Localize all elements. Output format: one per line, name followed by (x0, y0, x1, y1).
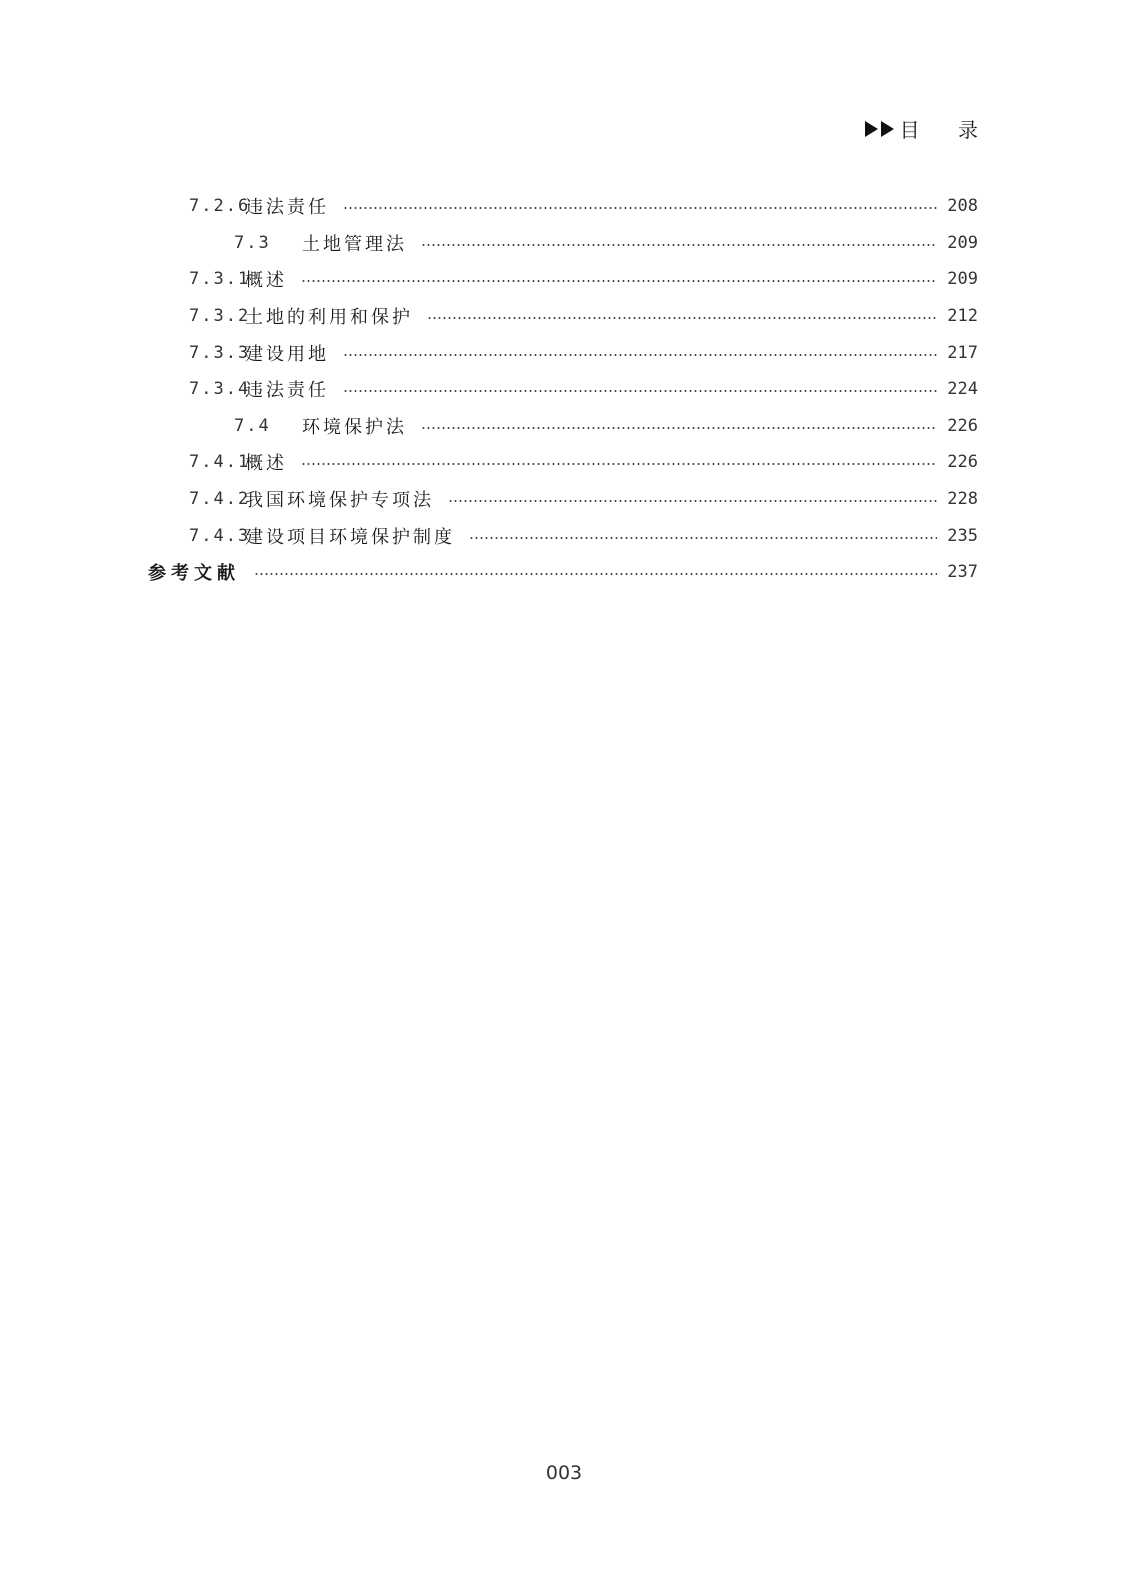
toc-entry-title: 参考文献 (148, 563, 240, 585)
toc-entry[interactable] (148, 444, 978, 481)
toc-entry-title: 概述 (245, 270, 287, 292)
toc-entry-page: 217 (947, 342, 978, 363)
toc-entry-title: 土地管理法 (302, 233, 407, 255)
toc-entry-title: 建设用地 (245, 343, 329, 365)
toc-entry[interactable] (148, 408, 978, 445)
page-number: 003 (545, 1462, 583, 1484)
toc-entry-title: 违法责任 (245, 380, 329, 402)
toc-leader-dots (301, 280, 937, 282)
toc-entry-number: 7.3.3 (189, 342, 251, 363)
toc-entry-references[interactable] (148, 554, 978, 591)
toc-leader-dots (254, 573, 937, 575)
toc-entry-title: 概述 (245, 453, 287, 475)
toc-leader-dots (343, 354, 937, 356)
toc-entry-page: 226 (947, 452, 978, 473)
running-header (865, 114, 994, 143)
toc-entry-number: 7.3 (234, 232, 271, 253)
toc-leader-dots (421, 244, 937, 246)
toc-entry-number: 7.3.4 (189, 379, 251, 400)
toc-leader-dots (469, 537, 937, 539)
toc-entry-page: 228 (947, 489, 978, 510)
toc-entry-page: 212 (947, 306, 978, 327)
toc-entry-number: 7.2.6 (189, 196, 251, 217)
toc-entry-number: 7.4 (234, 415, 271, 436)
toc-leader-dots (343, 207, 937, 209)
toc-entry-page: 224 (947, 379, 978, 400)
toc-entry-page: 226 (947, 415, 978, 436)
toc-leader-dots (421, 427, 937, 429)
toc-leader-dots (427, 317, 937, 319)
toc-entry-number: 7.4.1 (189, 452, 251, 473)
toc-entry-number: 7.4.2 (189, 489, 251, 510)
toc-entry-page: 235 (947, 525, 978, 546)
toc-entry-title: 违法责任 (245, 197, 329, 219)
toc-entry[interactable] (148, 517, 978, 554)
header-title: 目 录 (899, 118, 994, 142)
toc-entry[interactable] (148, 261, 978, 298)
toc-entry[interactable] (148, 371, 978, 408)
toc-entry-number: 7.3.2 (189, 306, 251, 327)
toc-leader-dots (301, 463, 937, 465)
toc-entry-number: 7.4.3 (189, 525, 251, 546)
toc-entry[interactable] (148, 334, 978, 371)
toc-entry[interactable] (148, 481, 978, 518)
toc-entry-page: 237 (947, 562, 978, 583)
toc-entry-title: 环境保护法 (302, 416, 407, 438)
toc-entry-page: 209 (947, 269, 978, 290)
toc-entry-title: 我国环境保护专项法 (245, 490, 434, 512)
toc-entry-title: 土地的利用和保护 (245, 307, 413, 329)
toc-entry[interactable] (148, 298, 978, 335)
toc-entry[interactable] (148, 225, 978, 262)
toc-entry-page: 209 (947, 232, 978, 253)
double-play-arrow-icon (865, 121, 894, 137)
table-of-contents (148, 188, 978, 591)
toc-entry-title: 建设项目环境保护制度 (245, 526, 455, 548)
toc-entry-number: 7.3.1 (189, 269, 251, 290)
toc-leader-dots (448, 500, 937, 502)
toc-leader-dots (343, 390, 937, 392)
toc-entry[interactable] (148, 188, 978, 225)
toc-entry-page: 208 (947, 196, 978, 217)
